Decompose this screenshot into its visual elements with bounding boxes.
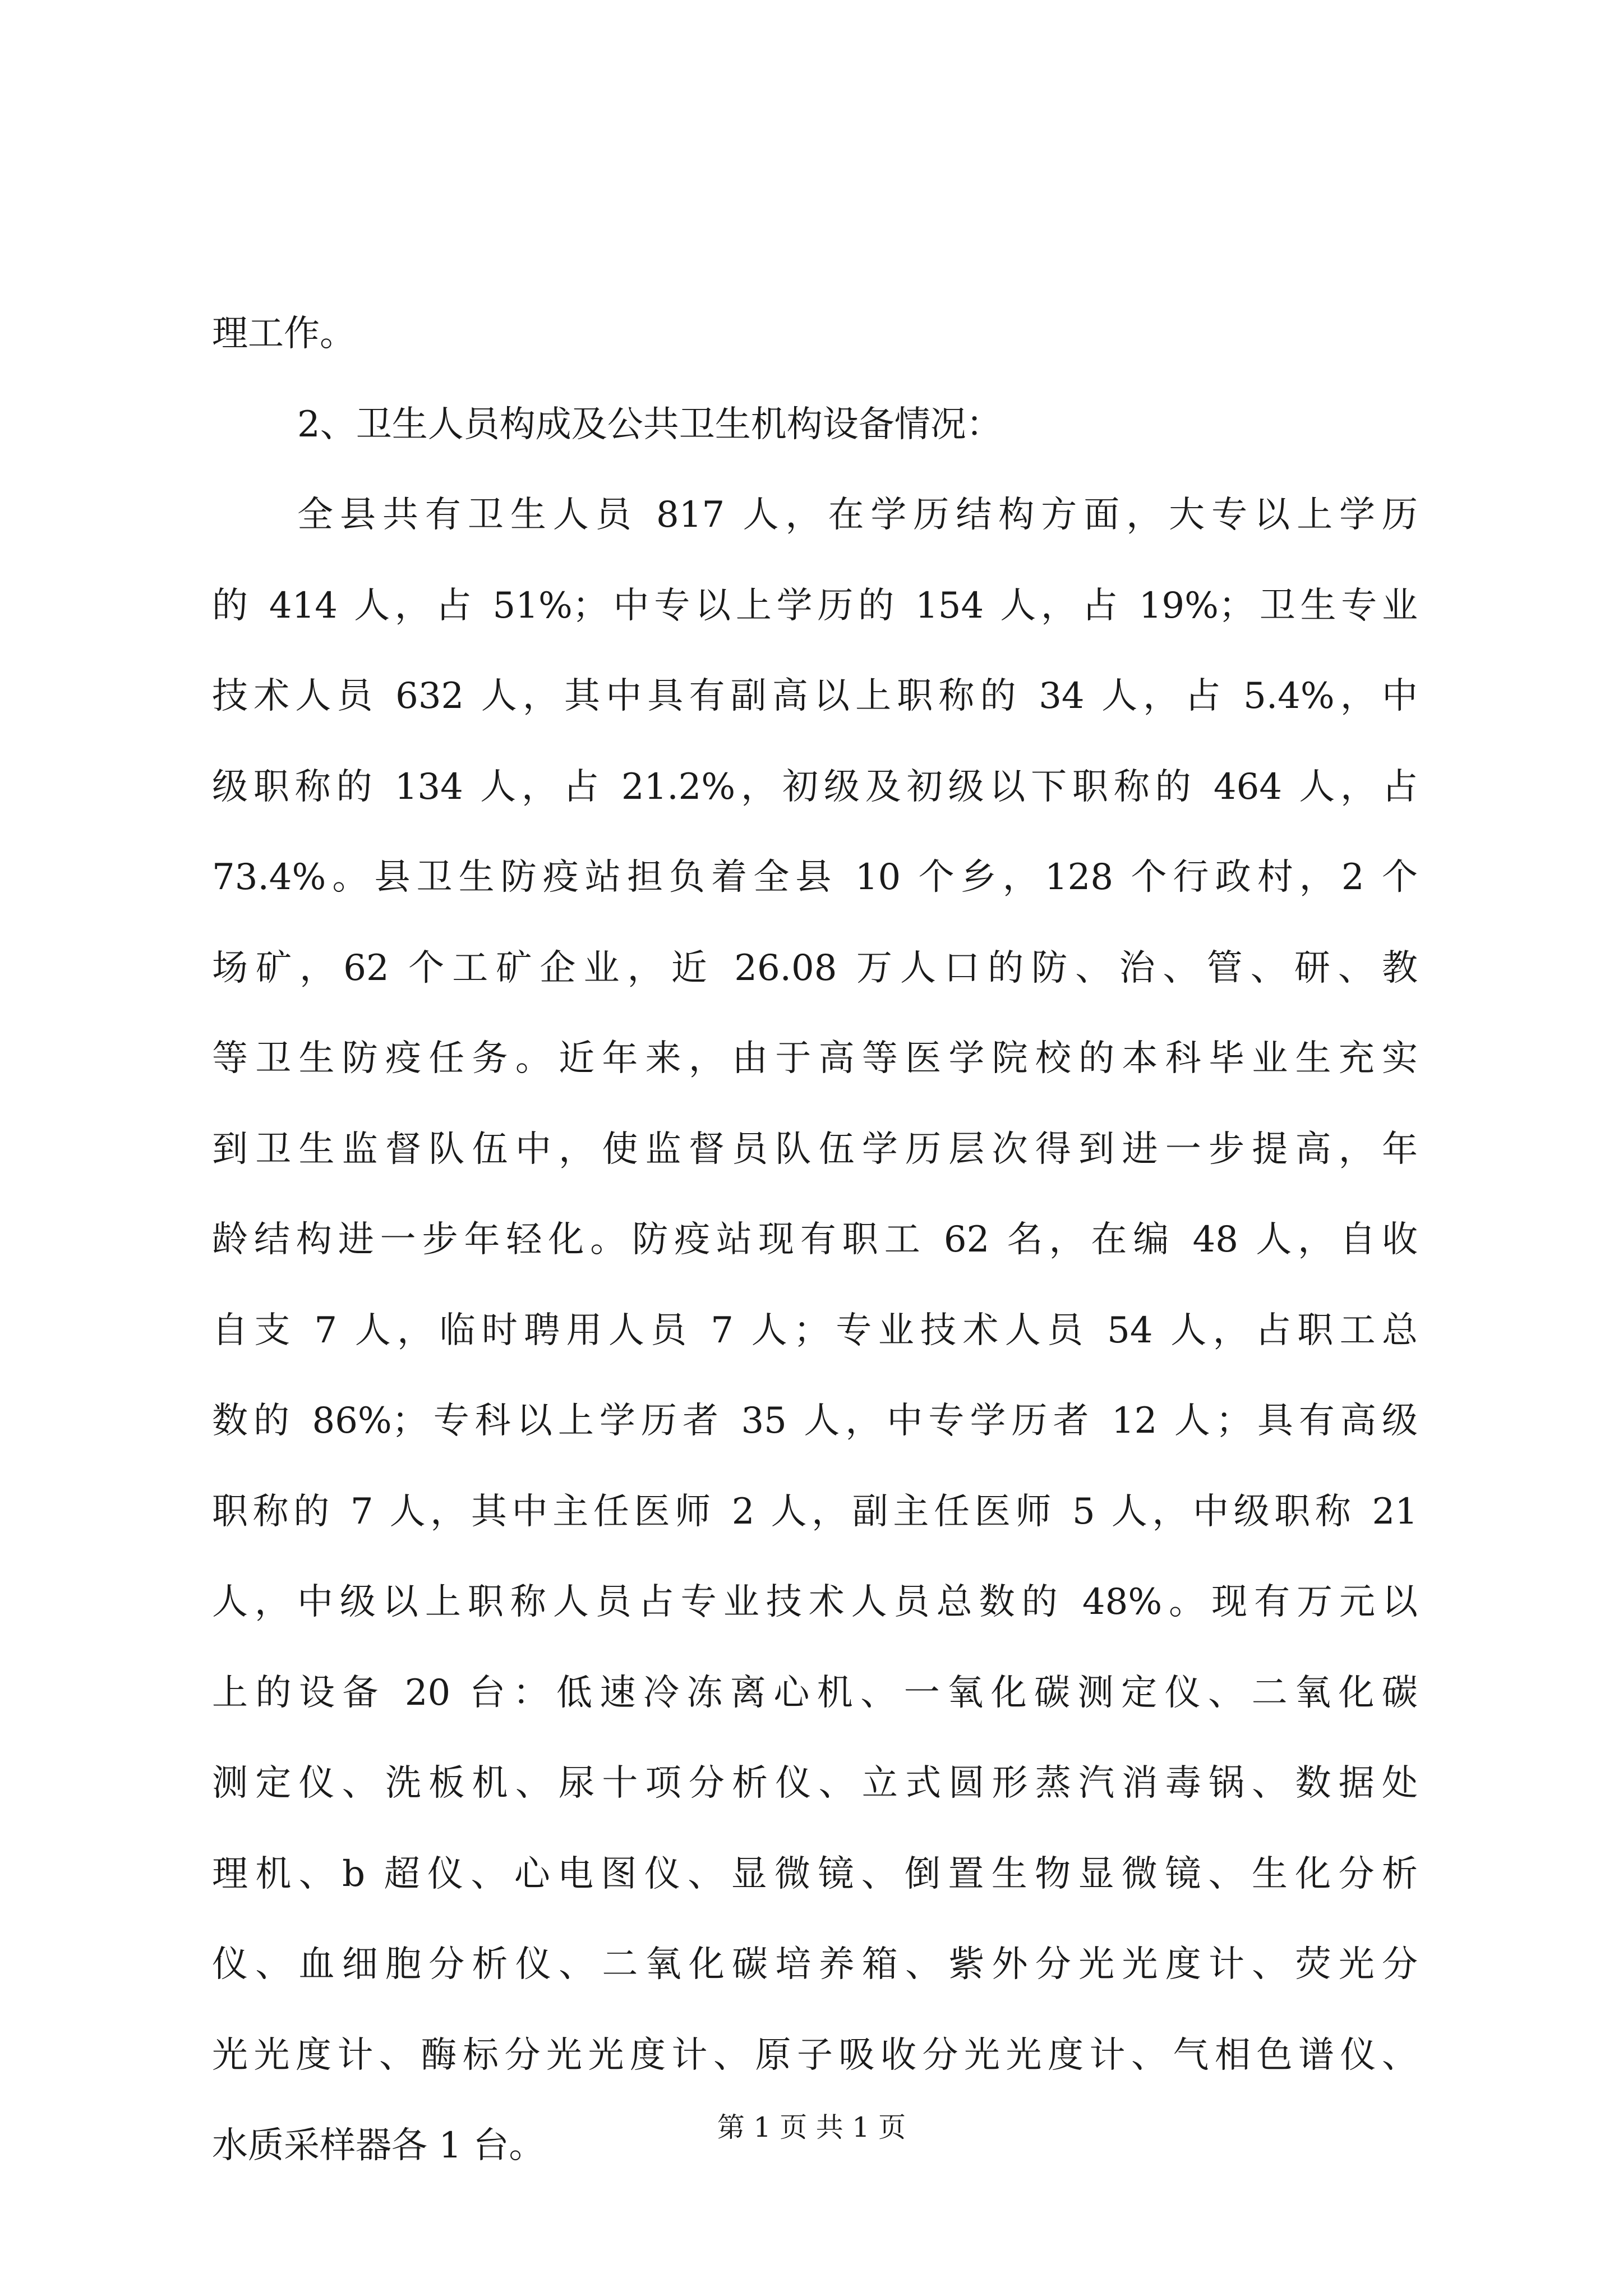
text-line: 人，中级以上职称人员占专业技术人员总数的 48%。现有万元以: [212, 1581, 1418, 1623]
text-line: 水质采样器各 1 台。: [212, 2125, 545, 2166]
text-line: 数的 86%；专科以上学历者 35 人，中专学历者 12 人；具有高级: [212, 1400, 1418, 1442]
text-line: 全县共有卫生人员 817 人，在学历结构方面，大专以上学历: [297, 494, 1418, 536]
page-footer: 第 1 页 共 1 页: [717, 2111, 906, 2143]
text-line: 技术人员 632 人，其中具有副高以上职称的 34 人，占 5.4%，中: [212, 675, 1418, 717]
text-line: 理工作。: [212, 313, 356, 355]
text-line: 上的设备 20 台：低速冷冻离心机、一氧化碳测定仪、二氧化碳: [212, 1672, 1418, 1714]
document-body: [212, 289, 1418, 2192]
section-heading: 2、卫生人员构成及公共卫生机构设备情况：: [297, 403, 1002, 445]
text-line: 的 414 人，占 51%；中专以上学历的 154 人，占 19%；卫生专业: [212, 585, 1418, 627]
text-line: 等卫生防疫任务。近年来，由于高等医学院校的本科毕业生充实: [212, 1038, 1418, 1079]
text-line: 光光度计、酶标分光光度计、原子吸收分光光度计、气相色谱仪、: [212, 2034, 1418, 2076]
text-line: 级职称的 134 人，占 21.2%，初级及初级以下职称的 464 人，占: [212, 766, 1418, 808]
text-line: 测定仪、洗板机、尿十项分析仪、立式圆形蒸汽消毒锅、数据处: [212, 1763, 1418, 1804]
text-line: 仪、血细胞分析仪、二氧化碳培养箱、紫外分光光度计、荧光分: [212, 1944, 1418, 1985]
text-line: 自支 7 人，临时聘用人员 7 人；专业技术人员 54 人，占职工总: [212, 1309, 1418, 1351]
text-line: 职称的 7 人，其中主任医师 2 人，副主任医师 5 人，中级职称 21: [212, 1490, 1418, 1533]
text-line: 龄结构进一步年轻化。防疫站现有职工 62 名，在编 48 人，自收: [212, 1219, 1418, 1260]
text-line: 理机、b 超仪、心电图仪、显微镜、倒置生物显微镜、生化分析: [212, 1853, 1418, 1895]
text-line: 73.4%。县卫生防疫站担负着全县 10 个乡，128 个行政村，2 个: [212, 857, 1418, 898]
text-line: 到卫生监督队伍中，使监督员队伍学历层次得到进一步提高，年: [212, 1128, 1418, 1170]
text-line: 场矿，62 个工矿企业，近 26.08 万人口的防、治、管、研、教: [212, 947, 1418, 989]
